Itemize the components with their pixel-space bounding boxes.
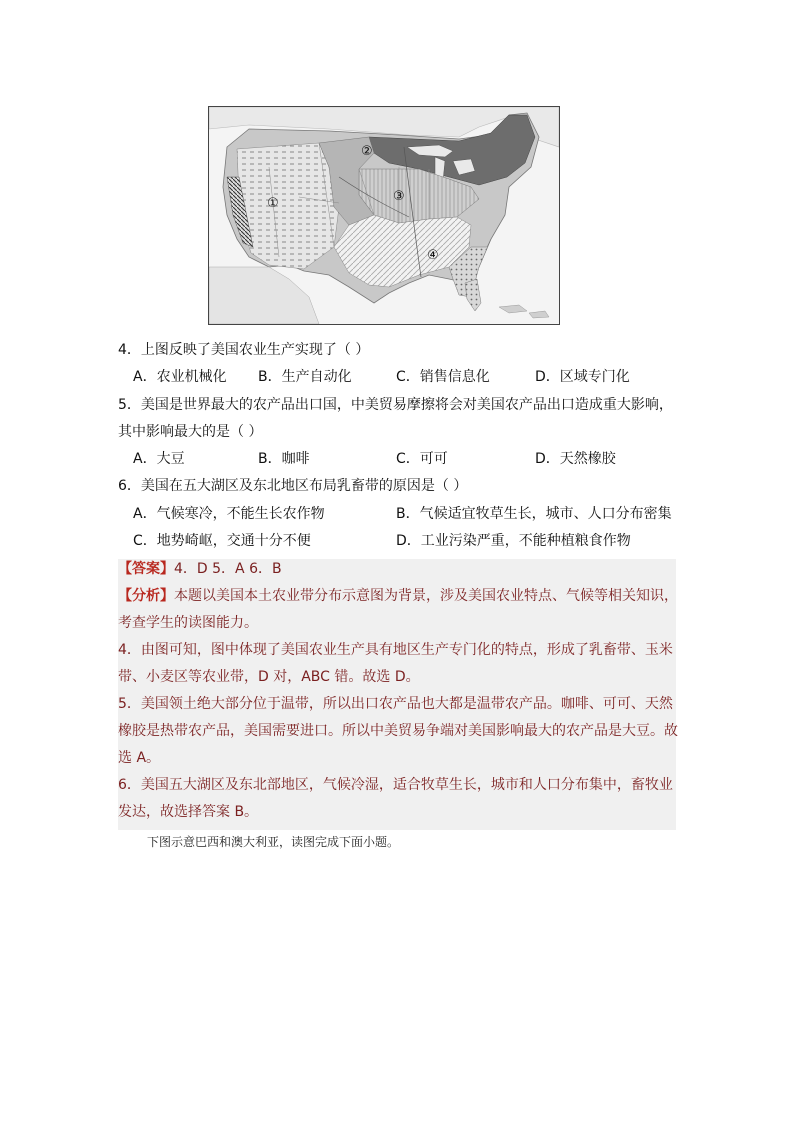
question-5-option-d: D．天然橡胶	[535, 451, 616, 467]
analysis-q5-line3: 选 A。	[118, 750, 161, 766]
question-4-option-a: A．农业机械化	[133, 369, 227, 385]
answer-text: 4．D 5．A 6．B	[174, 561, 282, 577]
question-5-option-a: A．大豆	[133, 451, 185, 467]
analysis-text-1: 本题以美国本土农业带分布示意图为背景，涉及美国农业特点、气候等相关知识，	[174, 588, 678, 604]
question-4-option-b: B．生产自动化	[258, 369, 352, 385]
question-5-option-b: B．咖啡	[258, 451, 310, 467]
next-section-intro: 下图示意巴西和澳大利亚，读图完成下面小题。	[147, 835, 400, 849]
analysis-q5-line2: 橡胶是热带农产品，美国需要进口。所以中美贸易争端对美国影响最大的农产品是大豆。故	[118, 723, 678, 739]
analysis-q4-line2: 带、小麦区等农业带，D 对，ABC 错。故选 D。	[118, 669, 420, 685]
question-4-option-d: D．区域专门化	[535, 369, 630, 385]
question-6-option-a: A．气候寒冷，不能生长农作物	[133, 506, 325, 522]
analysis-tag: 【分析】	[118, 588, 174, 604]
answer-tag: 【答案】	[118, 561, 174, 577]
question-4-stem: 4．上图反映了美国农业生产实现了（ ）	[118, 342, 370, 358]
analysis-q6-line1: 6．美国五大湖区及东北部地区，气候冷湿，适合牧草生长，城市和人口分布集中，畜牧业	[118, 777, 673, 793]
question-4-option-c: C．销售信息化	[396, 369, 490, 385]
analysis-q4-line1: 4．由图可知，图中体现了美国农业生产具有地区生产专门化的特点，形成了乳畜带、玉米	[118, 642, 673, 658]
usa-agricultural-belts-map	[208, 106, 560, 325]
map-marker-4: ④	[427, 248, 439, 263]
map-marker-2: ②	[361, 144, 373, 159]
question-5-stem-line1: 5．美国是世界最大的农产品出口国，中美贸易摩擦将会对美国农产品出口造成重大影响，	[118, 397, 673, 413]
question-5-option-c: C．可可	[396, 451, 448, 467]
map-marker-3: ③	[393, 189, 405, 204]
question-6-option-b: B．气候适宜牧草生长，城市、人口分布密集	[396, 506, 672, 522]
question-6-option-d: D．工业污染严重，不能种植粮食作物	[396, 533, 631, 549]
analysis-line2: 考查学生的读图能力。	[118, 615, 258, 631]
analysis-line1	[118, 586, 678, 606]
answer-line	[118, 559, 282, 579]
analysis-q6-line2: 发达，故选择答案 B。	[118, 804, 259, 820]
question-5-stem-line2: 其中影响最大的是（ ）	[118, 424, 263, 440]
map-marker-1: ①	[267, 196, 279, 211]
question-6-stem: 6．美国在五大湖区及东北地区布局乳畜带的原因是（ ）	[118, 478, 468, 494]
analysis-q5-line1: 5．美国领土绝大部分位于温带，所以出口农产品也大都是温带农产品。咖啡、可可、天然	[118, 696, 673, 712]
question-6-option-c: C．地势崎岖，交通十分不便	[133, 533, 311, 549]
